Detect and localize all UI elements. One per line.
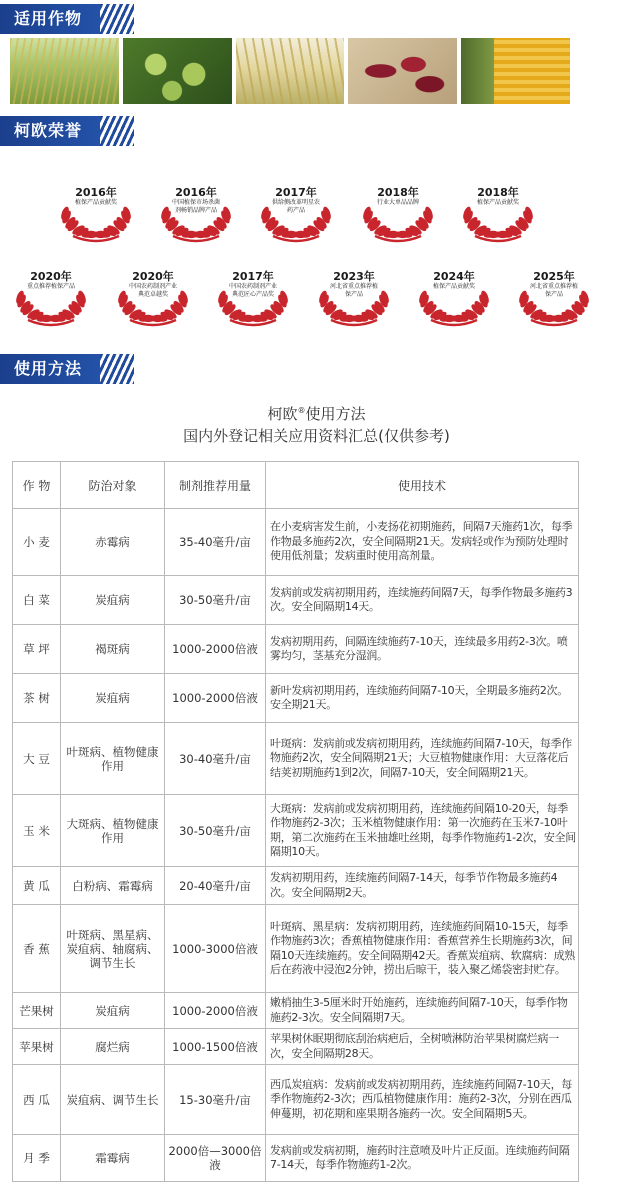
usage-heading-subtitle: 国内外登记相关应用资料汇总(仅供参考) [183,427,450,445]
crop-cell: 香 蕉 [13,905,61,993]
table-row [13,625,579,674]
award-year: 2020年 [132,270,174,283]
technique-cell: 西瓜炭疽病：发病前或发病初期用药，连续施药间隔7-10天，每季作物施药2-3次；西瓜植物健康作用：施药2-3次，分别在西瓜伸蔓期，初花期和座果期各施药一次。安全间隔期5天。 [266,1065,579,1135]
award-badge [253,160,339,246]
awards-grid [0,160,633,340]
table-row [13,1029,579,1065]
award-description: 中国农药制剂产业典范卓越奖 [128,283,177,298]
technique-cell: 发病前或发病初期用药，连续施药间隔7天，每季作物最多施药3次。安全间隔期14天。 [266,576,579,625]
dose-cell: 1000-2000倍液 [165,625,266,674]
award-badge [511,244,597,330]
dose-cell: 30-50毫升/亩 [165,576,266,625]
crops-section-header [0,4,250,34]
dose-cell: 1000-1500倍液 [165,1029,266,1065]
crop-cell: 茶 树 [13,674,61,723]
award-badge [455,160,541,246]
usage-section-title: 使用方法 [14,359,83,378]
dose-cell: 20-40毫升/亩 [165,867,266,905]
table-row [13,576,579,625]
table-row [13,1135,579,1182]
column-header-crop: 作 物 [13,462,61,509]
crop-cell: 白 菜 [13,576,61,625]
award-description: 河北省重点推荐植保产品 [329,283,378,298]
table-row [13,905,579,993]
crop-cell: 芒果树 [13,993,61,1029]
target-cell: 叶斑病、植物健康作用 [61,723,165,795]
award-year: 2024年 [433,270,475,283]
peanut-image [348,38,457,104]
soybean-image [123,38,232,104]
table-row [13,867,579,905]
table-row [13,1065,579,1135]
technique-cell: 新叶发病初期用药，连续施药间隔7-10天，全期最多施药2次。安全期21天。 [266,674,579,723]
stripes-decoration [100,116,134,146]
technique-cell: 苹果树休眠期彻底刮治病疤后，全树喷淋防治苹果树腐烂病一次，安全间隔期28天。 [266,1029,579,1065]
crop-cell: 苹果树 [13,1029,61,1065]
target-cell: 大斑病、植物健康作用 [61,795,165,867]
award-year: 2017年 [232,270,274,283]
crop-cell: 玉 米 [13,795,61,867]
usage-table [12,461,579,1182]
table-row [13,795,579,867]
stripes-decoration [100,4,134,34]
technique-cell: 发病前或发病初期，施药时注意喷及叶片正反面。连续施药间隔7-14天，每季作物施药1-2次。 [266,1135,579,1182]
award-description: 植保产品贡献奖 [476,199,519,206]
target-cell: 霜霉病 [61,1135,165,1182]
award-description: 供给侧改革明星农药产品 [271,199,320,214]
crop-cell: 月 季 [13,1135,61,1182]
crop-cell: 大 豆 [13,723,61,795]
award-year: 2016年 [175,186,217,199]
award-badge [210,244,296,330]
award-year: 2023年 [333,270,375,283]
target-cell: 炭疽病、调节生长 [61,1065,165,1135]
award-badge [411,244,497,330]
award-badge [53,160,139,246]
technique-cell: 大斑病：发病前或发病初期用药，连续施药间隔10-20天，每季作物施药2-3次；玉米植物健康作用：第一次施药在玉米7-10叶期，第二次施药在玉米抽雄吐丝期，每季作物施药1-2次，安全间隔期10天。 [266,795,579,867]
award-description: 河北省重点推荐植保产品 [529,283,578,298]
award-badge [355,160,441,246]
target-cell: 腐烂病 [61,1029,165,1065]
dose-cell: 1000-3000倍液 [165,905,266,993]
rice-image [10,38,119,104]
award-description: 植保产品贡献奖 [432,283,475,290]
award-year: 2017年 [275,186,317,199]
wheat-image [236,38,345,104]
target-cell: 叶斑病、黑星病、炭疽病、轴腐病、调节生长 [61,905,165,993]
award-year: 2018年 [377,186,419,199]
target-cell: 白粉病、霜霉病 [61,867,165,905]
award-badge [8,244,94,330]
corn-image [461,38,570,104]
crop-cell: 小 麦 [13,509,61,576]
dose-cell: 30-50毫升/亩 [165,795,266,867]
column-header-target: 防治对象 [61,462,165,509]
dose-cell: 15-30毫升/亩 [165,1065,266,1135]
award-description: 中国植保市场杀菌剂畅销品牌产品 [171,199,220,214]
award-description: 中国农药制剂产业典范匠心产品奖 [228,283,277,298]
technique-cell: 嫩梢抽生3-5厘米时开始施药，连续施药间隔7-10天，每季作物施药2-3次。安全间隔期7天。 [266,993,579,1029]
dose-cell: 1000-2000倍液 [165,993,266,1029]
award-badge [110,244,196,330]
usage-section-header [0,354,250,384]
award-badge [311,244,397,330]
crop-cell: 草 坪 [13,625,61,674]
target-cell: 炭疽病 [61,674,165,723]
table-row [13,723,579,795]
award-year: 2016年 [75,186,117,199]
award-year: 2025年 [533,270,575,283]
technique-cell: 发病初期用药，连续施药间隔7-14天，每季节作物最多施药4次。安全间隔期2天。 [266,867,579,905]
dose-cell: 2000倍—3000倍液 [165,1135,266,1182]
award-year: 2020年 [30,270,72,283]
usage-heading [0,400,633,447]
technique-cell: 发病初期用药，间隔连续施药7-10天，连续最多用药2-3次。喷雾均匀，茎基充分湿润。 [266,625,579,674]
target-cell: 褐斑病 [61,625,165,674]
technique-cell: 叶斑病：发病前或发病初期用药，连续施药间隔7-10天，每季作物施药2次，安全间隔期21天；大豆植物健康作用：大豆落花后结荚初期施药1到2次，间隔7-10天，安全间隔期21天。 [266,723,579,795]
table-row [13,993,579,1029]
crops-section-title: 适用作物 [14,9,83,28]
target-cell: 赤霉病 [61,509,165,576]
technique-cell: 叶斑病、黑星病：发病初期用药，连续施药间隔10-15天，每季作物施药3次；香蕉植物健康作用：香蕉营养生长期施药3次，间隔10天连续施药。安全间隔期42天。香蕉炭疽病、软腐病：成熟后在药液中浸泡2分钟，捞出后晾干，装入聚乙烯袋密封贮存。 [266,905,579,993]
award-year: 2018年 [477,186,519,199]
table-row [13,674,579,723]
target-cell: 炭疽病 [61,993,165,1029]
dose-cell: 35-40毫升/亩 [165,509,266,576]
crop-images [10,38,570,104]
target-cell: 炭疽病 [61,576,165,625]
column-header-dose: 制剂推荐用量 [165,462,266,509]
honors-section-title: 柯欧荣誉 [14,121,83,140]
column-header-technique: 使用技术 [266,462,579,509]
award-description: 植保产品贡献奖 [74,199,117,206]
crop-cell: 西 瓜 [13,1065,61,1135]
table-header-row [13,462,579,509]
stripes-decoration [100,354,134,384]
award-description: 重点推荐植保产品 [26,283,75,290]
dose-cell: 1000-2000倍液 [165,674,266,723]
dose-cell: 30-40毫升/亩 [165,723,266,795]
table-row [13,509,579,576]
award-badge [153,160,239,246]
award-description: 行业大单品品牌 [376,199,419,206]
usage-heading-title: 柯欧®使用方法 [267,405,366,423]
technique-cell: 在小麦病害发生前，小麦扬花初期施药，间隔7天施药1次，每季作物最多施药2次，安全间隔期21天。发病轻或作为预防处理时使用低剂量；发病重时使用高剂量。 [266,509,579,576]
honors-section-header [0,116,250,146]
crop-cell: 黄 瓜 [13,867,61,905]
